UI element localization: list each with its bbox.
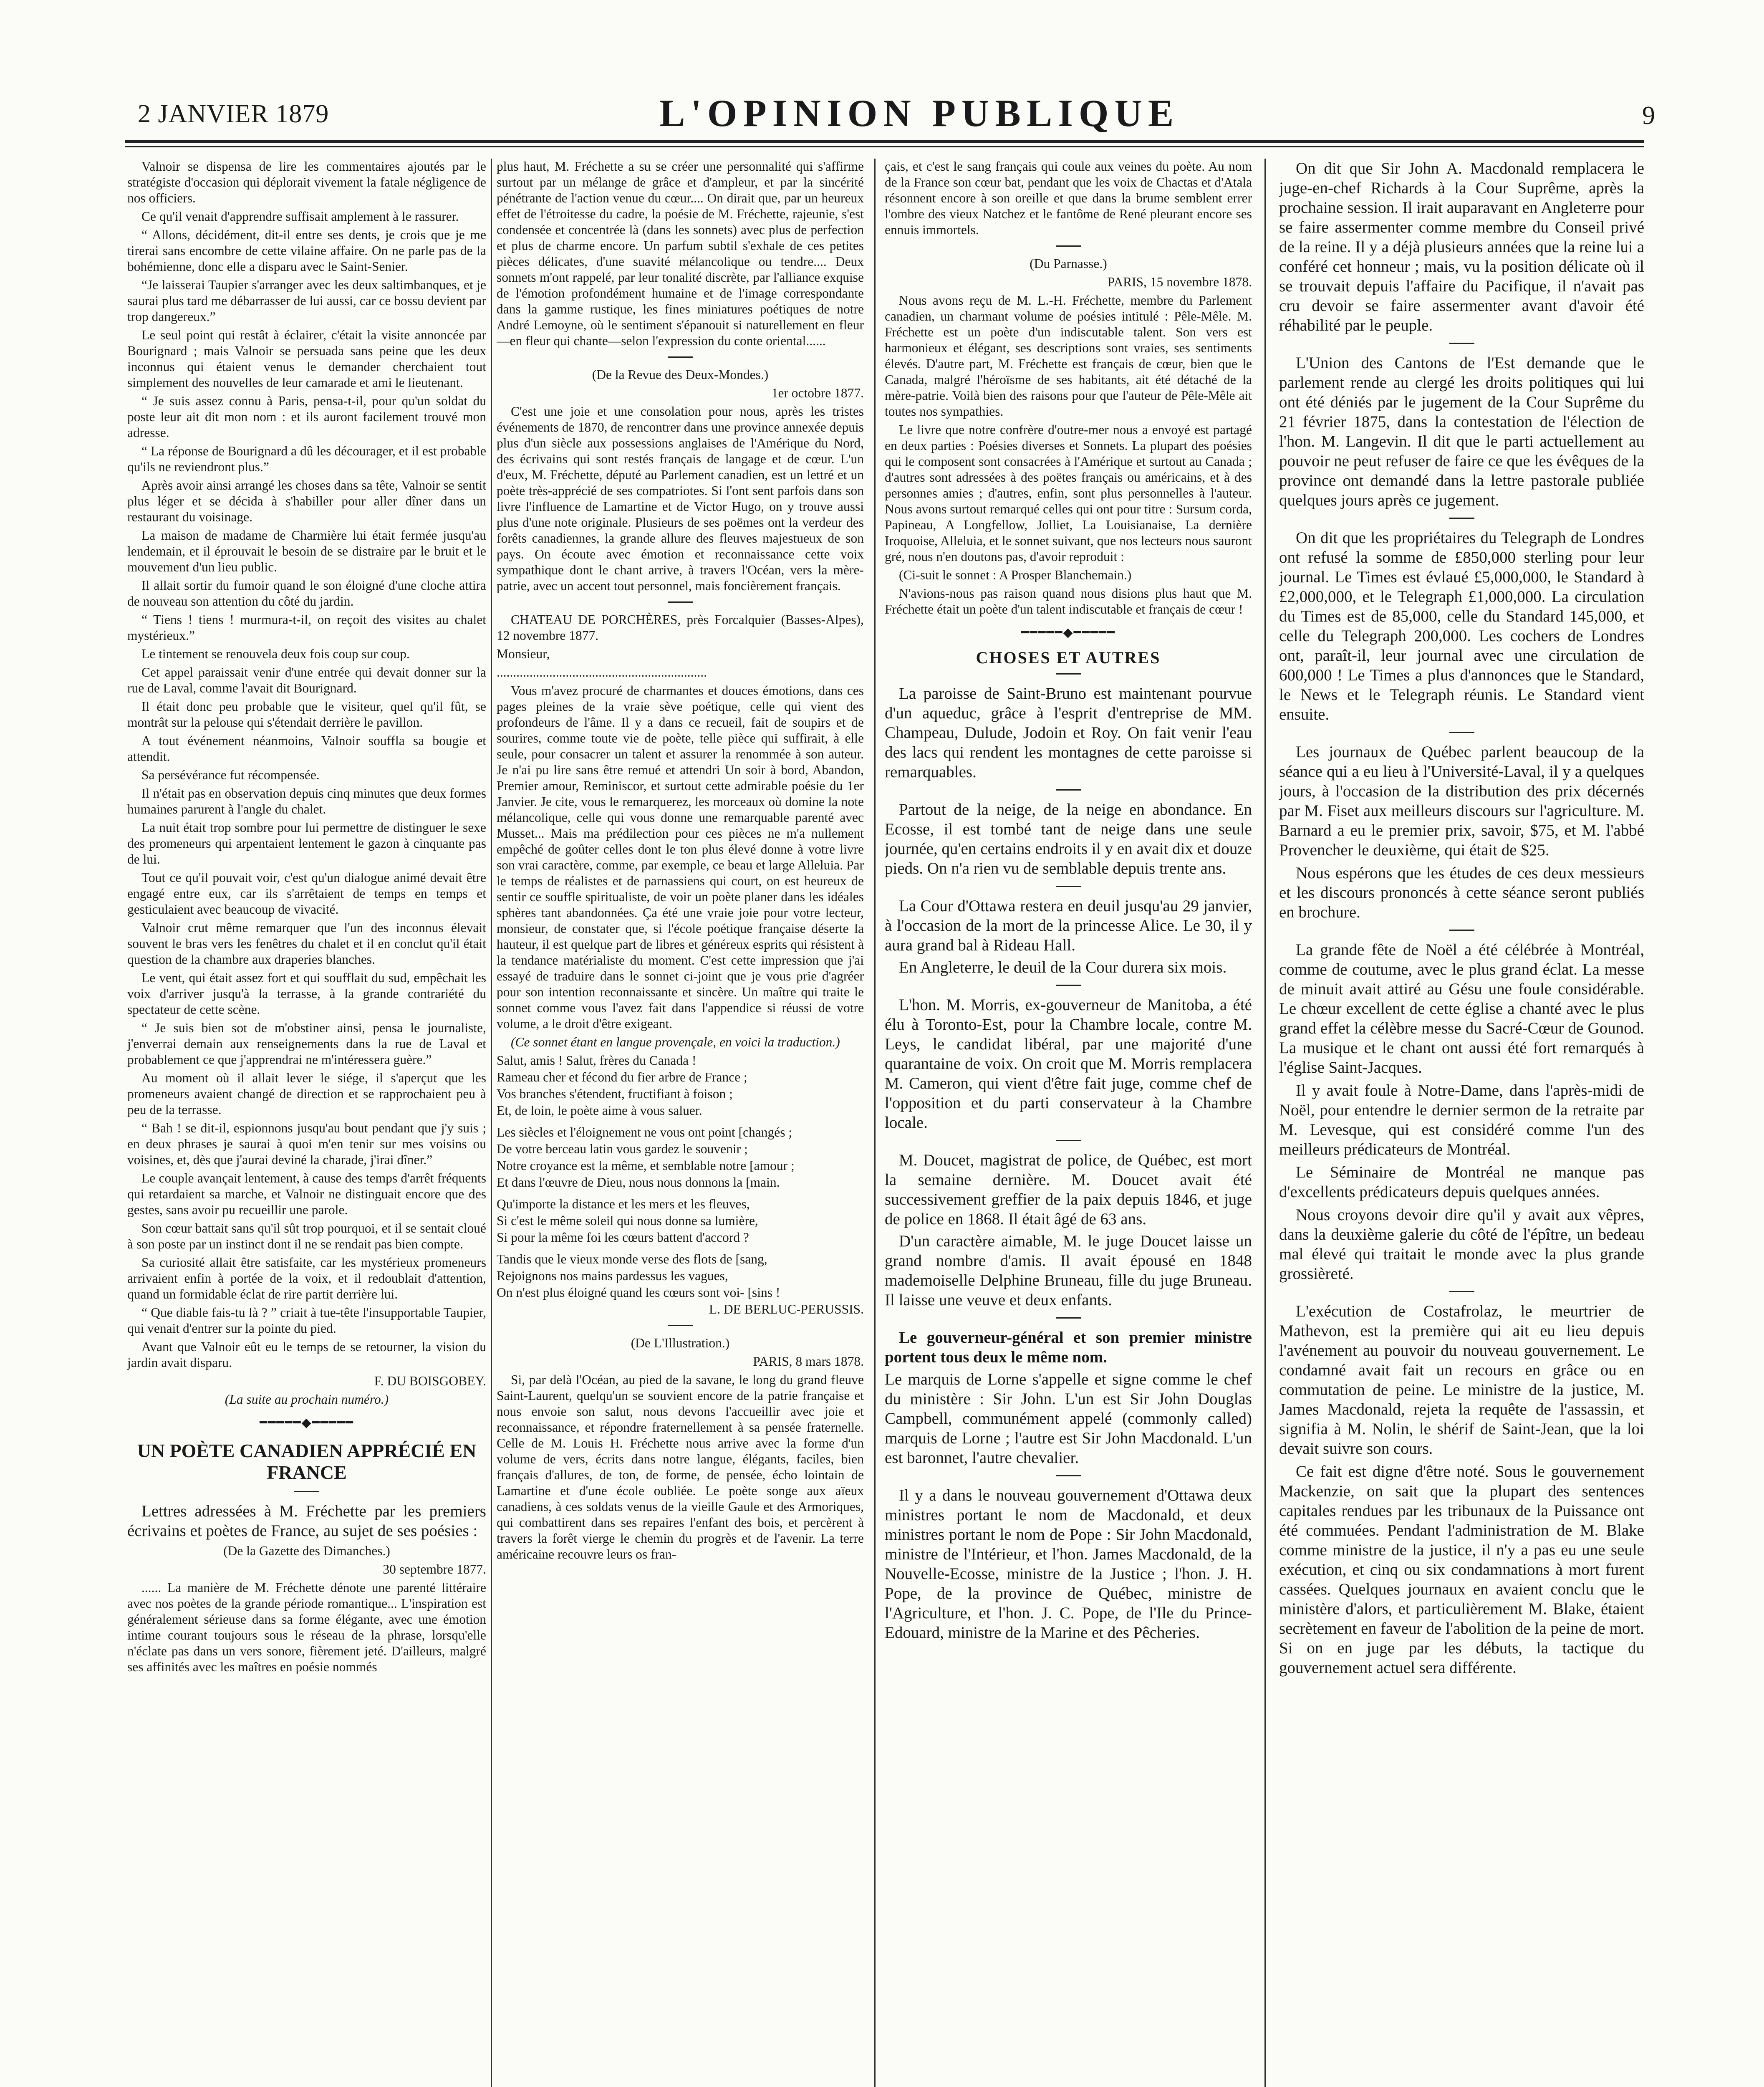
paragraph: Sa persévérance fut récompensée. <box>141 768 320 782</box>
paragraph: “ Tiens ! tiens ! murmura-t-il, on reçoit des visites au chalet mystérieux.” <box>127 612 486 643</box>
dateline: 30 septembre 1877. <box>383 1562 486 1577</box>
paragraph: plus haut, M. Fréchette a su se créer une personnalité qui s'affirme surtout par un mélange de grâce et d'ampleur, et par la sincérité pénétrante de l'action venue du cœur.... On dirait que, par un heureux effet de l'étroitesse du cadre, la poésie de M. Fréchette, rajeunie, s'est condensée et concentrée là (dans les sonnets) avec plus de perfection et plus de charme encore. Un parfum subtil s'exhale de ces petites pièces délicates, d'une suavité mélancolique ou tendre.... Deux sonnets m'ont rappelé, par leur tonalité discrète, par l'alliance exquise de l'émotion profondément humaine et de l'image correspondante dans la gamme rustique, les fines miniatures poétiques de notre André Lemoyne, où le sentiment s'épanouit si naturellement en fleur—en fleur qui chante—selon l'expression du conte oriental...... <box>497 159 864 348</box>
news-item: Nous croyons devoir dire qu'il y avait aux vêpres, dans la deuxième galerie du côté de l'épître, un bedeau mal élevé qui traitait le monde avec la plus grande grossièreté. <box>1279 1206 1644 1283</box>
dateline: PARIS, 15 novembre 1878. <box>1107 275 1252 289</box>
verse-line: Salut, amis ! Salut, frères du Canada ! <box>497 1053 697 1068</box>
section-heading: CHOSES ET AUTRES <box>976 648 1161 667</box>
ornament-divider: ━━━━━◆━━━━━ <box>1021 626 1115 639</box>
article-intro: Lettres adressées à M. Fréchette par les premiers écrivains et poètes de France, au sujet de ses poésies : <box>127 1502 486 1540</box>
paragraph: Il n'était pas en observation depuis cinq minutes que deux formes humaines parurent à l'angle du chalet. <box>127 786 486 816</box>
news-item-lead: Le gouverneur-général et son premier ministre portent tous deux le même nom. <box>885 1329 1252 1366</box>
paragraph: “ Je suis assez connu à Paris, pensa-t-il, pour qu'un soldat du poste leur ait dit mon nom : et ils auront facilement trouvé mon adresse. <box>127 394 486 440</box>
masthead-title: L'OPINION PUBLIQUE <box>659 92 1180 134</box>
source-line: (De L'Illustration.) <box>631 1336 730 1350</box>
paragraph: Avant que Valnoir eût eu le temps de se retourner, la vision du jardin avait disparu. <box>127 1339 486 1370</box>
verse-line: On n'est plus éloigné quand les cœurs sont voi- [sins ! <box>497 1285 780 1300</box>
verse-line: Et, de loin, le poète aime à vous saluer. <box>497 1103 702 1118</box>
short-rule <box>1449 732 1474 733</box>
paragraph: Au moment où il allait lever le siége, il s'aperçut que les promeneurs avaient changé de direction et se rapprochaient peu à peu de la terrasse. <box>127 1071 486 1117</box>
source-line: (De la Gazette des Dimanches.) <box>223 1544 390 1558</box>
paragraph: Tout ce qu'il pouvait voir, c'est qu'un dialogue animé devait être engagé entre eux, car ils s'arrêtaient de temps en temps et gesticulaient avec beaucoup de vivacité. <box>127 870 486 917</box>
paragraph: Ce qu'il venait d'apprendre suffisait amplement à le rassurer. <box>141 209 459 224</box>
verse-line: De votre berceau latin vous gardez le souvenir ; <box>497 1142 748 1156</box>
news-item: Le Séminaire de Montréal ne manque pas d'excellents prédicateurs depuis quelques années. <box>1279 1163 1644 1201</box>
salutation: Monsieur, <box>497 647 550 661</box>
news-item: Il y avait foule à Notre-Dame, dans l'après-midi de Noël, pour entendre le dernier sermon de la retraite par M. Levesque, qui est considéré comme l'un des meilleurs prédicateurs de Montréal. <box>1279 1081 1644 1158</box>
short-rule <box>1056 789 1081 791</box>
header-rule <box>125 140 1644 143</box>
news-item: La Cour d'Ottawa restera en deuil jusqu'au 29 janvier, à l'occasion de la mort de la princesse Alice. Le 30, il y aura grand bal à Rideau Hall. <box>885 897 1252 954</box>
paragraph: “ Je suis bien sot de m'obstiner ainsi, pensa le journaliste, j'enverrai demain aux renseignements dans la rue de Laval et probablement ce que j'apprendrai ne m'intéressera guère.” <box>127 1021 486 1067</box>
news-item: Ce fait est digne d'être noté. Sous le gouvernement Mackenzie, on sait que la plupart des sentences capitales rendues par les tribunaux de la Puissance ont été commuées. Pendant l'administration de M. Blake comme ministre de la justice, il n'y a pas eu une seule exécution, et cinq ou six condamnations à mort furent cassées. Quelques journaux en avaient conclu que le ministère d'alors, et particulièrement M. Blake, étaient secrètement en faveur de l'abolition de la peine de mort. Si on en juge par les débuts, la tactique du gouvernement actuel sera différente. <box>1279 1463 1644 1677</box>
paragraph: Valnoir crut même remarquer que l'un des inconnus élevait souvent le bras vers les fenêtres du chalet et il en conclut qu'il était question de la chambre aux draperies blanches. <box>127 920 486 967</box>
paragraph: “ La réponse de Bourignard a dû les décourager, et il est probable qu'ils ne reviendront plus.” <box>127 444 486 474</box>
paragraph: N'avions-nous pas raison quand nous disions plus haut que M. Fréchette était un poète d'un talent indiscutable et français de cœur ! <box>885 586 1252 616</box>
ornament-divider: ━━━━━◆━━━━━ <box>260 1416 354 1430</box>
article-title: UN POÈTE CANADIEN APPRÉCIÉ EN FRANCE <box>137 1440 477 1483</box>
paragraph: “Je laisserai Taupier s'arranger avec les deux saltimbanques, et je saurai plus tard me débarrasser de lui aussi, car ce bossu devient par trop dangereux.” <box>127 278 486 324</box>
short-rule <box>1449 518 1474 519</box>
paragraph: Le livre que notre confrère d'outre-mer nous a envoyé est partagé en deux parties : Poésies diverses et Sonnets. La plupart des poésies qui le composent sont consacrées à l'Amérique et surtout au Canada ; d'autres sont adressées à des poëtes français ou américains, et à des personnes amies ; d'autres, enfin, sont plus personnelles à l'auteur. Nous avons surtout remarqué celles qui ont pour titre : Sursum corda, Papineau, A Longfellow, Jolliet, La Louisianaise, La dernière Iroquoise, Alleluia, et le sonnet suivant, que nos lecteurs nous sauront gré, nous n'en doutons pas, d'avoir reproduit : <box>885 422 1252 564</box>
paragraph: Si, par delà l'Océan, au pied de la savane, le long du grand fleuve Saint-Laurent, quelqu'un se souvient encore de la patrie française et nous envoie son salut, nous devons l'accueillir avec joie et reconnaissance, et répondre fraternellement à sa pensée fraternelle. Celle de M. Louis H. Fréchette nous arrive avec la forme d'un volume de vers, écrits dans notre langue, élégants, faciles, bien français d'allures, de ton, de forme, de pensée, écho lointain de Lamartine et d'une école oubliée. Le poète songe aux aïeux canadiens, à ces soldats venus de la vieille Gaule et des Armoriques, qui combattirent dans ses repaires l'enfant des bois, et percèrent à travers la forêt vierge le chemin du progrès et de l'avenir. La terre américaine recouvre leurs os fran- <box>497 1372 864 1561</box>
paragraph: Il allait sortir du fumoir quand le son éloigné d'une cloche attira de nouveau son attention du côté du jardin. <box>127 578 486 609</box>
issue-date: 2 JANVIER 1879 <box>138 100 329 128</box>
column-4 <box>1279 159 1644 2087</box>
paragraph: “ Que diable fais-tu là ? ” criait à tue-tête l'insupportable Taupier, qui venait d'entrer sur la pointe du pied. <box>127 1305 486 1336</box>
source-line: (Du Parnasse.) <box>1030 256 1107 271</box>
author-signature: L. DE BERLUC-PERUSSIS. <box>709 1302 864 1316</box>
news-item: D'un caractère aimable, M. le juge Doucet laisse un grand nombre d'amis. Il avait épousé en 1848 mademoiselle Delphine Bruneau, fille du juge Bruneau. Il laisse une veuve et deux enfants. <box>885 1232 1252 1309</box>
paragraph: Le seul point qui restât à éclairer, c'était la visite annoncée par Bourignard ; mais Valnoir se persuada sans peine que les deux inconnus qui étaient venus le demander cherchaient tout simplement des nouvelles de leur camarade et ami le lieutenant. <box>127 328 486 390</box>
short-rule <box>294 1491 319 1492</box>
paragraph: Vous m'avez procuré de charmantes et douces émotions, dans ces pages pleines de la vraie sève poétique, celle qui vient des profondeurs de l'âme. Il y a dans ce recueil, fait de soupirs et de sourires, comme toute vie de poète, telle pièce qui suffirait, à elle seule, pour consacrer un talent et assurer la renommée à son auteur. Je n'ai pu lire sans être remué et attendri Un soir à bord, Abandon, Premier amour, Reminiscor, et surtout cette admirable poésie du 1er Janvier. Je cite, vous le remarquerez, les morceaux où domine la note mélancolique, celle qui vous donne une remarquable parenté avec Musset... Mais ma prédilection pour ces pièces ne m'a nullement empêché de goûter celles dont le ton plus élevé donne à votre livre son vrai caractère, comme, par exemple, ce beau et large Alleluia. Par le temps de réalistes et de parnassiens qui court, on est heureux de sentir ce souffle spiritualiste, de voir un poète planer dans les idéales sphères tant abandonnées. Ça été une vraie joie pour votre lecteur, monsieur, de constater que, si l'école poétique française déserte la hauteur, il est quelque part de libres et généreux esprits qui résistent à la tendance matérialiste du moment. C'est cette impression que j'ai essayé de traduire dans le sonnet ci-joint que je vous prie d'agréer pour son intention reconnaissante et sincère. Un maître qui traite le sonnet comme vous l'avez fait dans l'appendice si réussi de votre volume, a le droit d'être exigeant. <box>497 683 864 1031</box>
continuation-note: (La suite au prochain numéro.) <box>225 1392 389 1407</box>
paragraph: çais, et c'est le sang français qui coule aux veines du poète. Au nom de la France son cœur bat, pendant que les voix de Chactas et d'Atala résonnent encore à son oreille et que dans la brume semblent errer l'ombre des vieux Natchez et le fantôme de René pleurant encore ses ennuis immortels. <box>885 159 1252 237</box>
short-rule <box>668 601 693 603</box>
news-item: Partout de la neige, de la neige en abondance. En Ecosse, il est tombé tant de neige dans une seule journée, qu'en certains endroits il y en avait dix et douze pieds. On n'a rien vu de semblable depuis trente ans. <box>885 801 1252 877</box>
ellipsis-line: ................................................................ <box>497 665 707 680</box>
verse-line: Vos branches s'étendent, fructifiant à foison ; <box>497 1086 733 1101</box>
letterhead: CHATEAU DE PORCHÈRES, près Forcalquier (Basses-Alpes), 12 novembre 1877. <box>497 612 864 643</box>
paragraph: Nous avons reçu de M. L.-H. Fréchette, membre du Parlement canadien, un charmant volume de poésies intitulé : Pêle-Mêle. M. Fréchette est un poète d'un indiscutable talent. Son vers est harmonieux et élégant, ses descriptions sont vraies, ses sentiments élevés. D'autre part, M. Fréchette est français de cœur, bien que le Canada, malgré l'héroïsme de ses habitants, ait été détaché de la mère-patrie. Voilà bien des raisons pour que l'auteur de Pêle-Mêle ait toutes nos sympathies. <box>885 293 1252 419</box>
paragraph: La maison de madame de Charmière lui était fermée jusqu'au lendemain, et il éprouvait le besoin de se distraire par le bruit et le mouvement d'un lieu public. <box>127 528 486 574</box>
header-rule-thin <box>125 146 1644 147</box>
paragraph: Le vent, qui était assez fort et qui soufflait du sud, empêchait les voix d'arriver jusqu'à la terrasse, à la grande contrariété du spectateur de cette scène. <box>127 970 486 1017</box>
short-rule <box>668 1325 693 1326</box>
paragraph: (Ci-suit le sonnet : A Prosper Blanchemain.) <box>899 568 1132 582</box>
news-item: L'hon. M. Morris, ex-gouverneur de Manitoba, a été élu à Toronto-Est, pour la Chambre locale, contre M. Leys, le candidat libéral, par une majorité d'une quarantaine de voix. On croit que M. Morris remplacera M. Cameron, qui vient d'être fait juge, comme chef de l'opposition et du parti conservateur à la Chambre locale. <box>885 996 1252 1132</box>
short-rule <box>1056 1475 1081 1476</box>
short-rule <box>1056 1140 1081 1141</box>
column-1 <box>127 159 486 2087</box>
short-rule <box>1449 343 1474 344</box>
news-item: M. Doucet, magistrat de police, de Québec, est mort la semaine dernière. M. Doucet avait été successivement greffier de la paix depuis 1846, et juge de police en 1868. Il était âgé de 63 ans. <box>885 1151 1252 1228</box>
page-number: 9 <box>1642 101 1655 130</box>
news-item: L'Union des Cantons de l'Est demande que le parlement rende au clergé les droits politiques qui lui ont été déniés par le jugement de la Cour Suprême du 21 février 1875, dans la contestation de l'élection de l'hon. M. Langevin. Il dit que le parti actuellement au pouvoir ne peut refuser de faire ce que les évêques de la province ont demandé dans la lettre pastorale publiée quelques jours après ce jugement. <box>1279 354 1644 509</box>
paragraph: Après avoir ainsi arrangé les choses dans sa tête, Valnoir se sentit plus léger et se décida à s'habiller pour aller dîner dans un restaurant du voisinage. <box>127 478 486 524</box>
short-rule <box>668 356 693 358</box>
news-item: L'exécution de Costafrolaz, le meurtrier de Mathevon, est la première qui ait eu lieu depuis l'avénement au pouvoir du nouveau gouvernement. Le condamné avait fait un recours en grâce ou en commutation de peine. Le ministre de la justice, M. James Macdonald, rejeta la requête de l'assassin, et signifia à M. Nolin, le shérif de Saint-Jean, que la loi devait suivre son cours. <box>1279 1302 1644 1458</box>
short-rule <box>1056 245 1081 247</box>
column-divider <box>874 159 876 2087</box>
paragraph: Son cœur battait sans qu'il sût trop pourquoi, et il se sentait cloué à son poste par un instinct dont il ne se rendait pas bien compte. <box>127 1221 486 1251</box>
news-item: La grande fête de Noël a été célébrée à Montréal, comme de coutume, avec le plus grand éclat. La messe de minuit avait attiré au Gésu une foule considérable. Le chœur excellent de cette église a chanté avec le plus grand effet la célèbre messe du Sacré-Cœur de Gounod. La musique et le chant ont aussi été fort remarqués à l'église Saint-Jacques. <box>1279 941 1644 1076</box>
paragraph: Le tintement se renouvela deux fois coup sur coup. <box>141 647 410 661</box>
paragraph: Il était donc peu probable que le visiteur, quel qu'il fût, se montrât sur la pelouse qui s'étendait derrière le pavillon. <box>127 699 486 730</box>
verse-line: Tandis que le vieux monde verse des flots de [sang, <box>497 1252 767 1266</box>
paragraph: Sa curiosité allait être satisfaite, car les mystérieux promeneurs arrivaient enfin à portée de la voix, et il redoublait d'attention, quand un formidable éclat de rire partit derrière lui. <box>127 1255 486 1301</box>
paragraph: “ Bah ! se dit-il, espionnons jusqu'au bout pendant que j'y suis ; en deux phrases je saurai à quoi m'en tenir sur mes voisins ou voisines, et, dès que j'aurai deviné la charade, j'irai dîner.” <box>127 1121 486 1167</box>
short-rule <box>1056 985 1081 986</box>
paragraph: Valnoir se dispensa de lire les commentaires ajoutés par le stratégiste d'occasion qui déplorait vivement la fatale négligence de nos officiers. <box>127 159 486 205</box>
source-line: (De la Revue des Deux-Mondes.) <box>592 367 769 382</box>
news-item: On dit que Sir John A. Macdonald remplacera le juge-en-chef Richards à la Cour Suprême, après la prochaine session. Il irait auparavant en Angleterre pour se faire assermenter comme membre du Conseil privé de la reine. Il y a déjà plusieurs années que la reine lui a conféré cet honneur ; mais, vu la position délicate où il se trouvait depuis l'affaire du Pacifique, il n'avait pas cru devoir se faire assermenter avant d'avoir été réhabilité par le peuple. <box>1279 159 1644 334</box>
translation-note: (Ce sonnet étant en langue provençale, en voici la traduction.) <box>511 1035 840 1049</box>
author-signature: F. DU BOISGOBEY. <box>374 1374 486 1388</box>
news-item: On dit que les propriétaires du Telegraph de Londres ont refusé la somme de £850,000 sterling pour leur journal. Le Times est évlaué £5,000,000, le Standard à £2,000,000, et le Telegraph £1,000,000. La circulation du Times est de 85,000, celle du Standard 145,000, et celle du Telegraph 200,000. Les cochers de Londres ont, paraît-il, leur journal avec une circulation de 600,000 ! Le Times a plus d'annonces que le Standard, le News et le Telegraph réunis. Le Standard vient ensuite. <box>1279 529 1644 723</box>
dateline: 1er octobre 1877. <box>771 386 864 400</box>
news-item: Les journaux de Québec parlent beaucoup de la séance qui a eu lieu à l'Université-Laval, il y a quelques jours, à l'occasion de la distribution des prix décernés par M. Fiset aux meilleurs discours sur l'agriculture. M. Barnard a eu le premier prix, savoir, $75, et M. l'abbé Provencher le deuxième, qui était de $25. <box>1279 743 1644 859</box>
short-rule <box>1449 930 1474 931</box>
paragraph: “ Allons, décidément, dit-il entre ses dents, je crois que je me tirerai sans encombre de cette vilaine affaire. On ne parle pas de la bohémienne, donc elle a disparu avec le Saint-Senier. <box>127 227 486 274</box>
news-item: En Angleterre, le deuil de la Cour durera six mois. <box>899 958 1227 976</box>
verse-line: Les siècles et l'éloignement ne vous ont point [changés ; <box>497 1125 792 1140</box>
short-rule <box>1449 1291 1474 1292</box>
column-3 <box>885 159 1252 2087</box>
short-rule <box>1056 886 1081 887</box>
verse-line: Si c'est le même soleil qui nous donne sa lumière, <box>497 1213 758 1228</box>
paragraph: Cet appel paraissait venir d'une entrée qui devait donner sur la rue de Laval, comme l'avait dit Bourignard. <box>127 665 486 695</box>
paragraph: Le couple avançait lentement, à cause des temps d'arrêt fréquents qui retardaient sa marche, et Valnoir ne distinguait encore que des gestes, sans avoir pu recueillir une parole. <box>127 1171 486 1217</box>
news-item: Il y a dans le nouveau gouvernement d'Ottawa deux ministres portant le nom de Macdonald, et deux ministres portant le nom de Pope : Sir John Macdonald, ministre de l'Intérieur, et l'hon. James Macdonald, de la Nouvelle-Ecosse, ministre de la Justice ; l'hon. J. H. Pope, de la province de Québec, ministre de l'Agriculture, et l'hon. J. C. Pope, de l'Ile du Prince-Edouard, ministre de la Marine et des Pêcheries. <box>885 1486 1252 1642</box>
dateline: PARIS, 8 mars 1878. <box>753 1354 864 1369</box>
column-2 <box>497 159 864 2087</box>
paragraph: C'est une joie et une consolation pour nous, après les tristes événements de 1870, de rencontrer dans une province annexée depuis plus d'un siècle aux possessions anglaises de l'Amérique du Nord, des écrivains qui sont restés français de langage et de cœur. L'un d'eux, M. Fréchette, député au Parlement canadien, est un lettré et un poète très-apprécié de ses compatriotes. Si l'ont sent parfois dans son livre l'influence de Lamartine et de Victor Hugo, on y trouve aussi plus d'une note originale. Plusieurs de ses poëmes ont la verdeur des forêts canadiennes, la grande allure des fleuves majestueux de son pays. On écoute avec émotion et reconnaissance cette voix sympathique dont le chant arrive, à travers l'Océan, vers la mère-patrie, avec un accent tout personnel, mais foncièrement français. <box>497 404 864 593</box>
verse-line: Notre croyance est la même, et semblable notre [amour ; <box>497 1158 795 1173</box>
news-item: Nous espérons que les études de ces deux messieurs et les discours prononcés à cette séance seront publiés en brochure. <box>1279 864 1644 921</box>
verse-line: Si pour la même foi les cœurs battent d'accord ? <box>497 1230 749 1245</box>
verse-line: Qu'importe la distance et les mers et les fleuves, <box>497 1197 750 1211</box>
verse-line: Rameau cher et fécond du fier arbre de France ; <box>497 1070 747 1084</box>
short-rule <box>1056 1317 1081 1319</box>
column-divider <box>491 159 492 2087</box>
paragraph: ...... La manière de M. Fréchette dénote une parenté littéraire avec nos poètes de la grande période romantique... L'inspiration est généralement sérieuse dans sa forme élégante, avec une émotion intime courant toujours sous le réseau de la phrase, lorsqu'elle n'éclate pas dans un vers sonore, fièrement jeté. D'ailleurs, malgré ses affinités avec les maîtres en poésie nommés <box>127 1580 486 1674</box>
paragraph: La nuit était trop sombre pour lui permettre de distinguer le sexe des promeneurs qui arpentaient lentement le gazon à cinquante pas de lui. <box>127 820 486 867</box>
paragraph: A tout événement néanmoins, Valnoir souffla sa bougie et attendit. <box>127 733 486 764</box>
verse-line: Et dans l'œuvre de Dieu, nous nous donnons la [main. <box>497 1175 780 1190</box>
news-item: La paroisse de Saint-Bruno est maintenant pourvue d'un aqueduc, grâce à l'esprit d'entreprise de MM. Champeau, Dulude, Jodoin et Roy. On fait venir l'eau des lacs qui rendent les montagnes de cette paroisse si remarquables. <box>885 685 1252 781</box>
verse-line: Rejoignons nos mains pardessus les vagues, <box>497 1268 728 1283</box>
column-divider <box>1264 159 1266 2087</box>
news-item: Le marquis de Lorne s'appelle et signe comme le chef du ministère : Sir John. L'un est Sir John Douglas Campbell, communément appelé (commonly called) marquis de Lorne ; l'autre est Sir John Macdonald. L'un est baronnet, l'autre chevalier. <box>885 1370 1252 1467</box>
short-rule <box>1056 673 1081 675</box>
